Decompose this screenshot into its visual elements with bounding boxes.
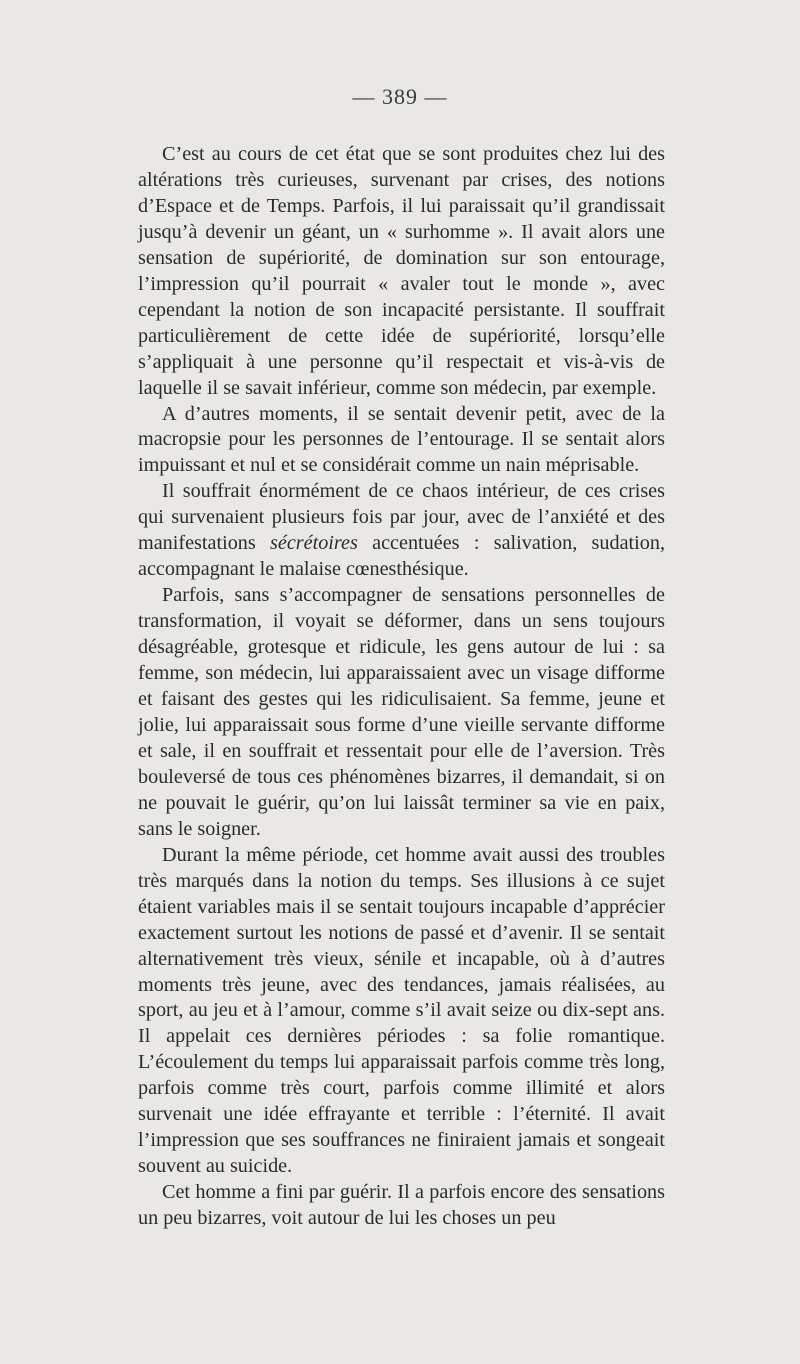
text-body	[138, 142, 665, 1232]
paragraph-text: A d’autres moments, il se sentait devenir petit, avec de la macropsie pour les personnes de l’entourage. Il se sentait alors impuissant et nul et se considérait comme un nain méprisable.	[138, 402, 665, 477]
paragraph-text: Cet homme a fini par guérir. Il a parfois encore des sensations un peu bizarres, voit autour de lui les choses un peu	[138, 1181, 665, 1230]
paragraph-3	[138, 479, 665, 583]
paragraph-5	[138, 843, 665, 1180]
paragraph-text: Il souffrait énormément de ce chaos intérieur, de ces crises qui survenaient plusieurs fois par jour, avec de l’anxiété et des manifestations	[138, 480, 665, 555]
paragraph-6	[138, 1180, 665, 1232]
page-number: — 389 —	[352, 84, 448, 109]
paragraph-text: Parfois, sans s’accompagner de sensations personnelles de transformation, il voyait se déformer, dans un sens toujours désagréable, grotesque et ridicule, les gens autour de lui : sa femme, son médecin, lui apparaissaient avec un visage difforme et faisant des gestes qui les ridiculisaient. Sa femme, jeune et jolie, lui apparaissait sous forme d’une vieille servante difforme et sale, il en souffrait et ressentait pour elle de l’aversion. Très bouleversé de tous ces phénomènes bizarres, il demandait, si on ne pouvait le guérir, qu’on lui laissât terminer sa vie en paix, sans le soigner.	[138, 584, 665, 840]
italic-term: sécrétoires	[270, 532, 358, 555]
paragraph-text: C’est au cours de cet état que se sont produites chez lui des altérations très curieuses, survenant par crises, des notions d’Espace et de Temps. Parfois, il lui paraissait qu’il grandissait jusqu’à devenir un géant, un « surhomme ». Il avait alors une sensation de supériorité, de domination sur son entourage, l’impression qu’il pourrait « avaler tout le monde », avec cependant la notion de son incapacité persistante. Il souffrait particulièrement de cette idée de supériorité, lorsqu’elle s’appliquait à une personne qu’il respectait et vis-à-vis de laquelle il se savait inférieur, comme son médecin, par exemple.	[138, 143, 665, 399]
paragraph-1	[138, 142, 665, 402]
paragraph-text: accentuées : salivation, sudation, accompagnant le malaise cœnesthésique.	[138, 532, 665, 581]
paragraph-4	[138, 583, 665, 843]
paragraph-text: Durant la même période, cet homme avait aussi des troubles très marqués dans la notion du temps. Ses illusions à ce sujet étaient variables mais il se sentait toujours incapable d’apprécier exactement surtout les notions de passé et d’avenir. Il se sentait alternativement très vieux, sénile et incapable, où à d’autres moments très jeune, avec des tendances, jamais réalisées, au sport, au jeu et à l’amour, comme s’il avait seize ou dix-sept ans. Il appelait ces dernières périodes : sa folie romantique. L’écoulement du temps lui apparaissait parfois comme très long, parfois comme très court, parfois comme illimité et alors survenait une idée effrayante et terrible : l’éternité. Il avait l’impression que ses souffrances ne finiraient jamais et songeait souvent au suicide.	[138, 843, 665, 1178]
paragraph-2	[138, 402, 665, 480]
